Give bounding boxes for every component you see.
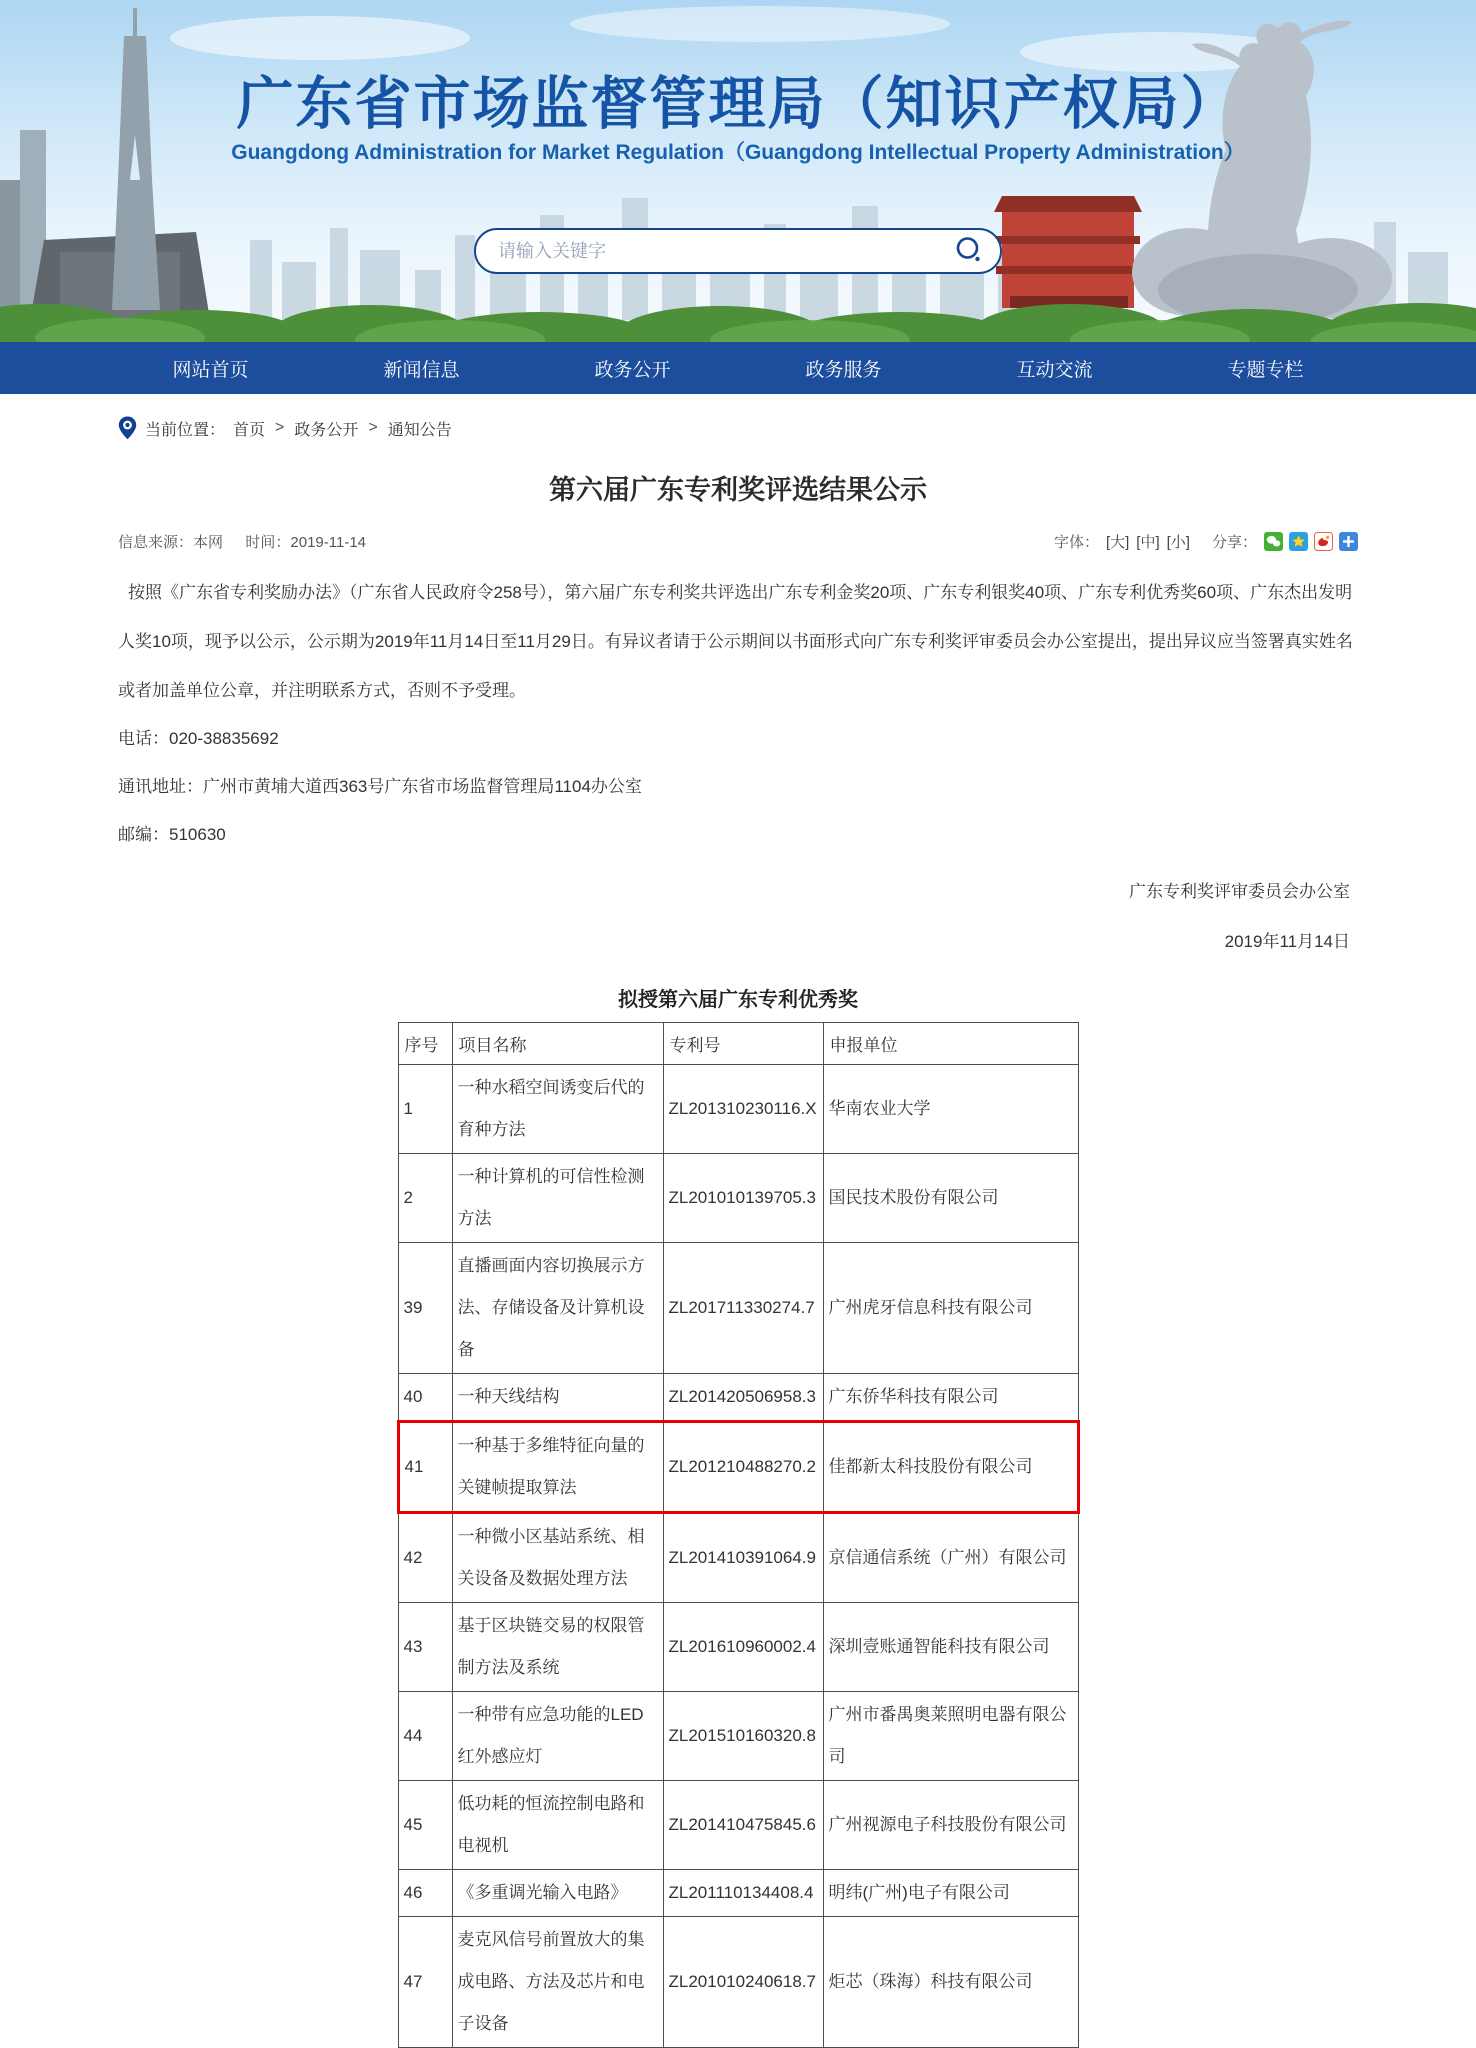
cell-patent-number: ZL201410391064.9 — [663, 1513, 823, 1603]
search-button[interactable] — [952, 234, 986, 268]
time-value: 2019-11-14 — [290, 534, 367, 551]
city-skyline-art — [0, 0, 1476, 342]
table-row — [398, 1692, 1078, 1781]
cell-project-name: 一种水稻空间诱变后代的育种方法 — [452, 1065, 663, 1154]
cell-applicant-org: 广州视源电子科技股份有限公司 — [823, 1781, 1078, 1870]
signature-office: 广东专利奖评审委员会办公室 — [1129, 882, 1350, 901]
cell-serial: 40 — [398, 1374, 452, 1422]
cell-patent-number: ZL201711330274.7 — [663, 1243, 823, 1374]
col-header-org: 申报单位 — [823, 1023, 1078, 1065]
cell-project-name: 一种计算机的可信性检测方法 — [452, 1154, 663, 1243]
more-share-icon[interactable] — [1339, 532, 1358, 551]
cell-patent-number: ZL201010139705.3 — [663, 1154, 823, 1243]
cell-applicant-org: 深圳壹账通智能科技有限公司 — [823, 1603, 1078, 1692]
notice-paragraph: 按照《广东省专利奖励办法》（广东省人民政府令258号），第六届广东专利奖共评选出广东专利金奖20项、广东专利银奖40项、广东专利优秀奖60项、广东杰出发明人奖10项，现予以公示，公示期为2019年11月14日至11月29日。有异议者请于公示期间以书面形式向广东专利奖评审委员会办公室提出，提出异议应当签署真实姓名或者加盖单位公章，并注明联系方式，否则不予受理。 — [118, 583, 1353, 700]
cell-applicant-org: 广东侨华科技有限公司 — [823, 1374, 1078, 1422]
phone-line: 电话：020-38835692 — [118, 729, 279, 748]
table-row — [398, 1374, 1078, 1422]
cell-serial: 2 — [398, 1154, 452, 1243]
table-header-row — [398, 1023, 1078, 1065]
font-medium-button[interactable]: [中] — [1136, 534, 1160, 551]
nav-item-gov-open[interactable]: 政务公开 — [594, 359, 671, 381]
col-header-patent: 专利号 — [663, 1023, 823, 1065]
col-header-no: 序号 — [398, 1023, 452, 1065]
wechat-share-icon[interactable] — [1264, 532, 1283, 551]
cell-patent-number: ZL201420506958.3 — [663, 1374, 823, 1422]
cell-patent-number: ZL201010240618.7 — [663, 1917, 823, 2048]
cell-applicant-org: 佳都新太科技股份有限公司 — [823, 1422, 1078, 1513]
cell-project-name: 一种天线结构 — [452, 1374, 663, 1422]
font-large-button[interactable]: [大] — [1105, 534, 1130, 551]
article-meta — [118, 531, 1358, 552]
table-row — [398, 1917, 1078, 2048]
cell-serial: 44 — [398, 1692, 452, 1781]
source-label: 信息来源： — [118, 534, 194, 551]
cell-serial: 39 — [398, 1243, 452, 1374]
cell-project-name: 直播画面内容切换展示方法、存储设备及计算机设备 — [452, 1243, 663, 1374]
table-row — [398, 1065, 1078, 1154]
contact-block — [118, 715, 1358, 859]
cell-serial: 43 — [398, 1603, 452, 1692]
cell-project-name: 基于区块链交易的权限管制方法及系统 — [452, 1603, 663, 1692]
font-small-button[interactable]: [小] — [1166, 534, 1190, 551]
nav-item-special[interactable]: 专题专栏 — [1227, 359, 1304, 381]
award-table — [397, 1022, 1080, 2048]
cell-project-name: 《多重调光输入电路》 — [452, 1870, 663, 1917]
postcode-line: 邮编：510630 — [118, 825, 226, 844]
breadcrumb-link-home[interactable]: 首页 — [233, 421, 266, 439]
font-size-label: 字体： — [1053, 534, 1099, 551]
breadcrumb-link-gov-open[interactable]: 政务公开 — [294, 421, 359, 439]
nav-item-news[interactable]: 新闻信息 — [383, 359, 460, 381]
cell-applicant-org: 广州虎牙信息科技有限公司 — [823, 1243, 1078, 1374]
cell-project-name: 一种带有应急功能的LED红外感应灯 — [452, 1692, 663, 1781]
table-row — [398, 1513, 1078, 1603]
table-row — [398, 1243, 1078, 1374]
cell-applicant-org: 京信通信系统（广州）有限公司 — [823, 1513, 1078, 1603]
share-label: 分享： — [1211, 534, 1257, 551]
breadcrumb — [118, 416, 1358, 440]
col-header-name: 项目名称 — [452, 1023, 663, 1065]
cell-applicant-org: 国民技术股份有限公司 — [823, 1154, 1078, 1243]
signature-block — [118, 867, 1358, 967]
source-value: 本网 — [193, 534, 224, 551]
breadcrumb-separator: > — [368, 419, 378, 436]
table-row — [398, 1422, 1078, 1513]
signature-date: 2019年11月14日 — [1224, 932, 1350, 951]
cell-patent-number: ZL201510160320.8 — [663, 1692, 823, 1781]
cell-serial: 46 — [398, 1870, 452, 1917]
share-icons — [1264, 532, 1358, 551]
cell-serial: 1 — [398, 1065, 452, 1154]
nav-item-interaction[interactable]: 互动交流 — [1016, 359, 1093, 381]
page-content — [118, 416, 1358, 2048]
cell-patent-number: ZL201410475845.6 — [663, 1781, 823, 1870]
cell-applicant-org: 炬芯（珠海）科技有限公司 — [823, 1917, 1078, 2048]
table-row — [398, 1781, 1078, 1870]
qzone-share-icon[interactable] — [1289, 532, 1308, 551]
site-title: 广东省市场监督管理局（知识产权局） — [236, 72, 1240, 136]
cell-serial: 47 — [398, 1917, 452, 2048]
site-subtitle-english: Guangdong Administration for Market Regulation（Guangdong Intellectual Property Administration） — [231, 141, 1245, 164]
search-input[interactable] — [496, 240, 952, 263]
time-label: 时间： — [245, 534, 291, 551]
address-line: 通讯地址：广州市黄埔大道西363号广东省市场监督管理局1104办公室 — [118, 777, 642, 796]
article-tools — [1054, 531, 1358, 552]
cell-project-name: 一种微小区基站系统、相关设备及数据处理方法 — [452, 1513, 663, 1603]
cell-patent-number: ZL201110134408.4 — [663, 1870, 823, 1917]
article-source-time — [118, 531, 366, 552]
cell-applicant-org: 华南农业大学 — [823, 1065, 1078, 1154]
nav-item-gov-service[interactable]: 政务服务 — [805, 359, 882, 381]
cell-applicant-org: 广州市番禺奥莱照明电器有限公司 — [823, 1692, 1078, 1781]
main-nav — [0, 342, 1476, 394]
page-title: 第六届广东专利奖评选结果公示 — [549, 475, 927, 505]
breadcrumb-label: 当前位置： — [145, 421, 226, 439]
nav-item-home[interactable]: 网站首页 — [172, 359, 249, 381]
header-banner — [0, 0, 1476, 342]
cell-patent-number: ZL201210488270.2 — [663, 1422, 823, 1513]
magnifier-icon — [954, 235, 984, 265]
cell-project-name: 一种基于多维特征向量的关键帧提取算法 — [452, 1422, 663, 1513]
weibo-share-icon[interactable] — [1314, 532, 1333, 551]
cell-serial: 45 — [398, 1781, 452, 1870]
table-row — [398, 1603, 1078, 1692]
breadcrumb-separator: > — [275, 419, 285, 436]
cell-patent-number: ZL201610960002.4 — [663, 1603, 823, 1692]
award-table-title: 拟授第六届广东专利优秀奖 — [618, 989, 858, 1011]
cell-serial: 42 — [398, 1513, 452, 1603]
location-pin-icon — [118, 416, 137, 440]
award-table-body — [398, 1065, 1078, 2048]
search-bar — [474, 228, 1002, 274]
cell-patent-number: ZL201310230116.X — [663, 1065, 823, 1154]
cell-project-name: 低功耗的恒流控制电路和电视机 — [452, 1781, 663, 1870]
cell-project-name: 麦克风信号前置放大的集成电路、方法及芯片和电子设备 — [452, 1917, 663, 2048]
cell-serial: 41 — [398, 1422, 452, 1513]
cell-applicant-org: 明纬(广州)电子有限公司 — [823, 1870, 1078, 1917]
table-row — [398, 1870, 1078, 1917]
breadcrumb-link-notices[interactable]: 通知公告 — [387, 421, 452, 439]
table-row — [398, 1154, 1078, 1243]
